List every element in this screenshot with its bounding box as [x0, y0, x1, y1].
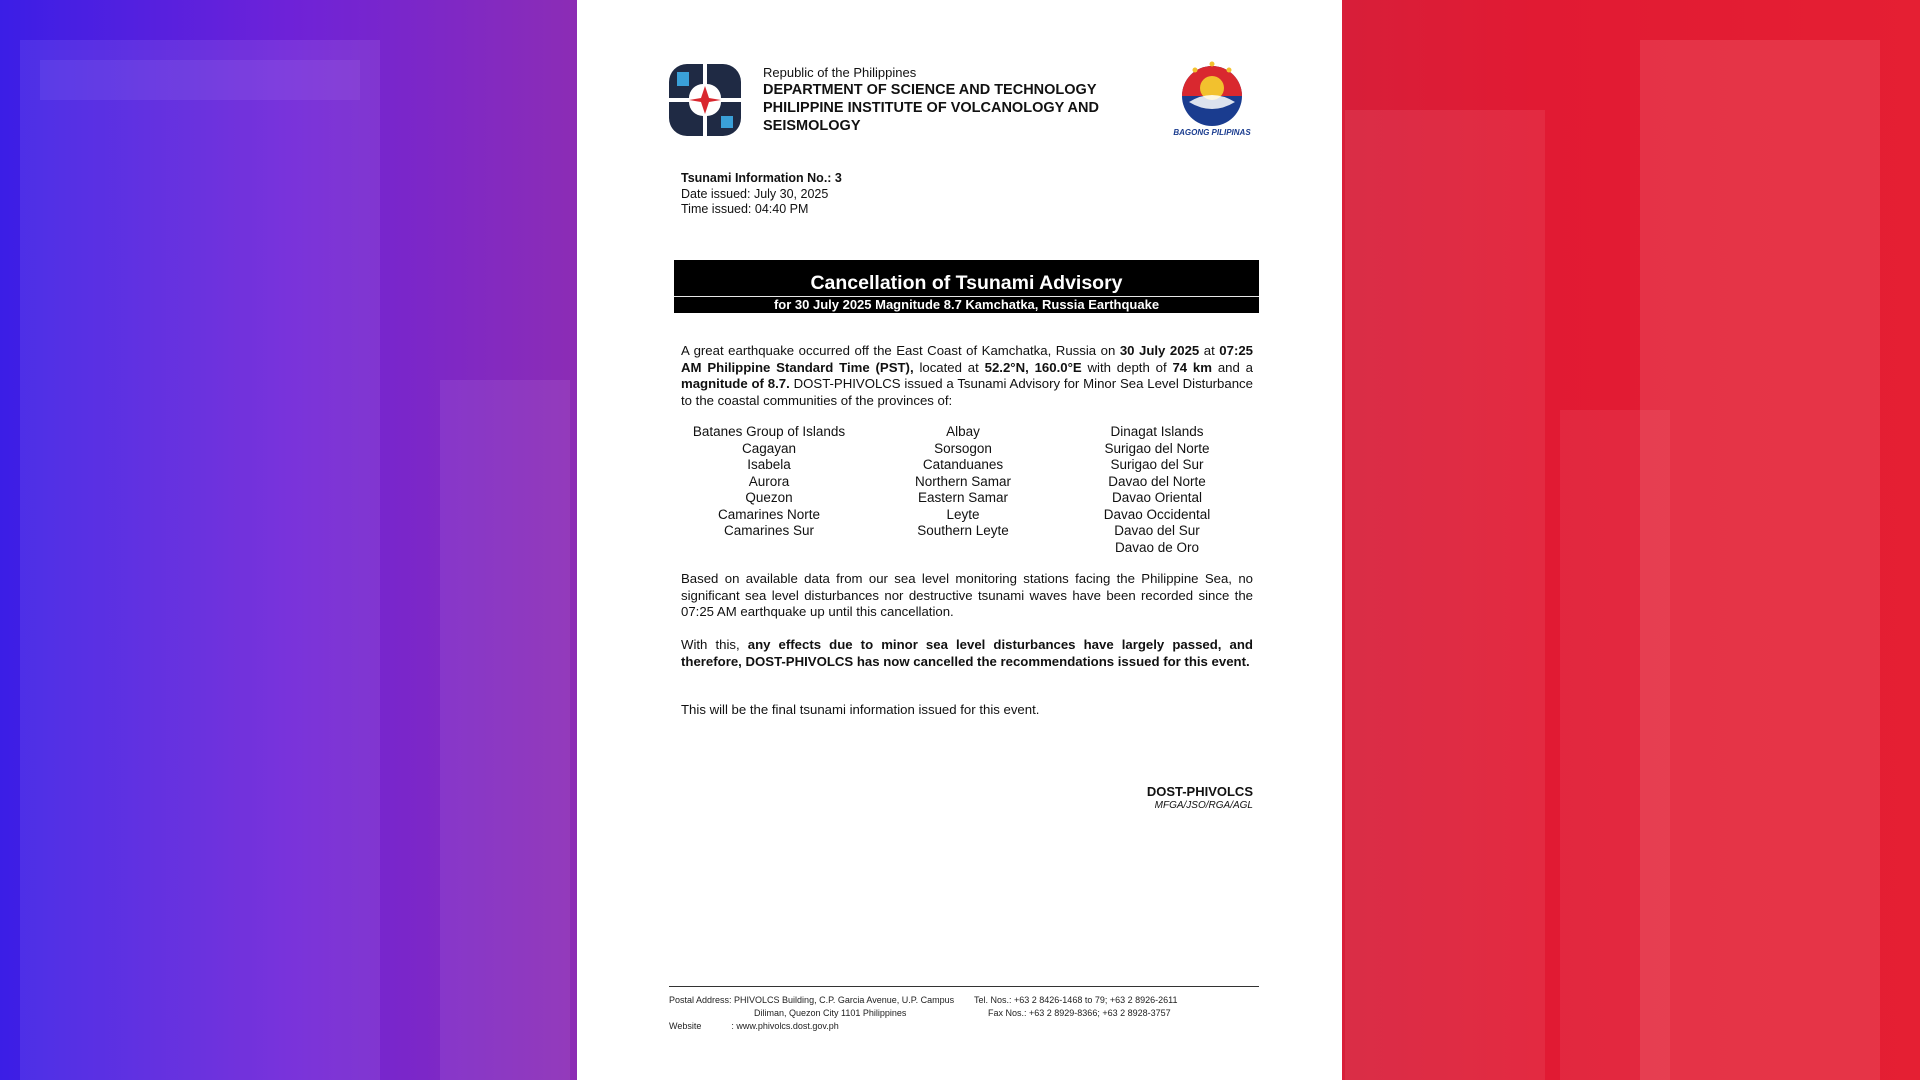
province-item: Surigao del Norte [1104, 440, 1210, 456]
province-item: Isabela [747, 457, 791, 472]
bulletin-number: Tsunami Information No.: 3 [681, 171, 842, 185]
province-item: Northern Samar [914, 473, 1012, 489]
republic-label: Republic of the Philippines [763, 65, 917, 80]
province-item: Sorsogon [934, 440, 992, 456]
province-item: Dinagat Islands [1110, 424, 1204, 439]
paragraph-final-notice: This will be the final tsunami information issued for this event. [681, 702, 1040, 717]
footer-tel: Tel. Nos.: +63 2 8426-1468 to 79; +63 2 8926-2611 [974, 995, 1178, 1005]
province-item: Aurora [748, 473, 790, 489]
province-column-3 [1071, 424, 1243, 556]
province-item: Eastern Samar [917, 490, 1009, 505]
province-item: Davao Occidental [1103, 506, 1211, 522]
footer-address [669, 994, 954, 1033]
department-name: DEPARTMENT OF SCIENCE AND TECHNOLOGY [763, 82, 1097, 98]
paragraph-earthquake-details [681, 343, 1253, 409]
signature-block [1057, 784, 1253, 812]
p1-text-e: located at [913, 359, 985, 375]
p1-text-k: DOST-PHIVOLCS issued a Tsunami Advisory for Minor Sea Level Disturbance to the coastal communities of the provinces of: [681, 376, 1253, 408]
paragraph-cancellation [681, 637, 1253, 670]
province-item: Cagayan [741, 440, 797, 456]
province-item: Camarines Sur [723, 523, 815, 538]
footer-website-link[interactable]: : www.phivolcs.dost.gov.ph [731, 1021, 839, 1031]
advisory-subtitle: for 30 July 2025 Magnitude 8.7 Kamchatka, Russia Earthquake [773, 297, 1160, 312]
province-item: Batanes Group of Islands [692, 424, 846, 439]
province-column-2 [877, 424, 1049, 540]
province-item: Davao del Norte [1108, 473, 1206, 489]
p1-magnitude: magnitude of 8.7. [681, 376, 790, 391]
footer-divider [669, 986, 1259, 987]
footer-postal-line2: Diliman, Quezon City 1101 Philippines [754, 1008, 907, 1018]
bagong-pilipinas-emblem-icon [1169, 58, 1255, 128]
p1-coordinates: 52.2°N, 160.0°E [984, 359, 1082, 375]
phivolcs-logo-icon [669, 64, 741, 136]
p1-text-a: A great earthquake occurred off the East Coast of Kamchatka, Russia on [681, 343, 1120, 358]
signature-initials: MFGA/JSO/RGA/AGL [1154, 800, 1253, 811]
advisory-title: Cancellation of Tsunami Advisory [810, 272, 1123, 294]
province-item: Leyte [946, 506, 980, 522]
p1-text-i: and a [1212, 359, 1253, 375]
p3-text-a: With this, [681, 637, 748, 652]
province-item: Southern Leyte [917, 523, 1009, 538]
agency-heading [763, 64, 1143, 135]
banner-divider [674, 296, 1259, 297]
province-item: Quezon [745, 490, 793, 505]
advisory-banner [674, 260, 1259, 313]
footer-website-label: Website [669, 1021, 702, 1031]
footer-contact [974, 994, 1178, 1020]
institute-name-line1: PHILIPPINE INSTITUTE OF VOLCANOLOGY AND [763, 100, 1099, 116]
p1-time: 07:25 AM Philippine Standard Time (PST), [681, 343, 1254, 375]
signature-org: DOST-PHIVOLCS [1146, 784, 1253, 799]
footer-postal-address: Postal Address: PHIVOLCS Building, C.P. Garcia Avenue, U.P. Campus [669, 995, 955, 1005]
institute-name-line2: SEISMOLOGY [763, 118, 861, 134]
tsunami-bulletin-document [577, 0, 1342, 1080]
footer-fax: Fax Nos.: +63 2 8929-8366; +63 2 8928-3757 [988, 1008, 1171, 1018]
paragraph-monitoring: Based on available data from our sea level monitoring stations facing the Philippine Sea, no significant sea level disturbances nor destructive tsunami waves have been recorded since the 07:25 AM earthquake up until this cancellation. [681, 571, 1253, 619]
province-item: Davao del Sur [1114, 523, 1200, 538]
bulletin-metadata [681, 171, 842, 218]
p1-text-c: at [1199, 343, 1220, 358]
province-item: Surigao del Sur [1110, 457, 1204, 472]
province-item: Camarines Norte [717, 506, 821, 522]
p1-depth: 74 km [1172, 359, 1212, 375]
province-item: Catanduanes [922, 457, 1004, 472]
date-issued: Date issued: July 30, 2025 [681, 186, 829, 201]
p1-date: 30 July 2025 [1119, 343, 1200, 358]
bagong-pilipinas-text: BAGONG PILIPINAS [1173, 128, 1251, 137]
time-issued: Time issued: 04:40 PM [681, 202, 809, 216]
province-column-1 [683, 424, 855, 540]
p1-text-g: with depth of [1081, 359, 1173, 375]
province-item: Davao de Oro [1114, 539, 1200, 555]
bagong-pilipinas-logo [1169, 58, 1255, 140]
p3-text-b: any effects due to minor sea level disturbances have largely passed, and therefore, DOST-PHIVOLCS has now cancelled the recommendations issued for this event. [681, 637, 1253, 669]
province-item: Albay [946, 424, 980, 439]
province-item: Davao Oriental [1111, 490, 1203, 505]
